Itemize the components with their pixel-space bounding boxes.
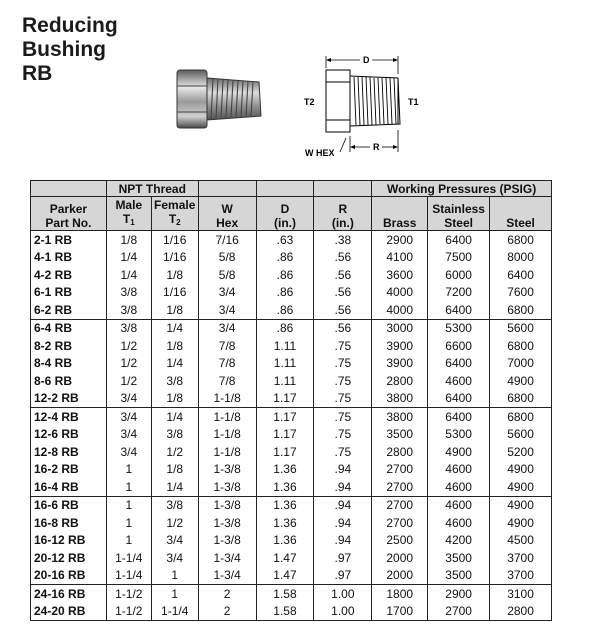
- header-w-hex: W Hex: [198, 197, 256, 231]
- cell-w-hex: 1-1/8: [198, 390, 256, 408]
- cell-d: .86: [256, 301, 314, 319]
- cell-r: .94: [314, 478, 372, 496]
- cell-part-no: 16-6 RB: [31, 496, 107, 514]
- cell-brass: 3900: [372, 355, 428, 373]
- cell-brass: 2700: [372, 461, 428, 479]
- cell-d: .86: [256, 319, 314, 337]
- header-blank: [31, 181, 107, 197]
- cell-female: 1/2: [151, 514, 198, 532]
- cell-female: 1/8: [151, 301, 198, 319]
- cell-w-hex: 7/8: [198, 337, 256, 355]
- header-male: Male $T_1$: [106, 197, 151, 231]
- cell-r: .75: [314, 408, 372, 426]
- cell-stainless: 4200: [428, 532, 490, 550]
- cell-r: .75: [314, 337, 372, 355]
- table-body: [31, 231, 552, 621]
- cell-part-no: 2-1 RB: [31, 231, 107, 249]
- cell-steel: 6800: [490, 301, 552, 319]
- cell-part-no: 4-2 RB: [31, 266, 107, 284]
- cell-female: 1/4: [151, 355, 198, 373]
- cell-d: 1.17: [256, 443, 314, 461]
- cell-steel: 4900: [490, 514, 552, 532]
- cell-male: 1/4: [106, 266, 151, 284]
- cell-part-no: 8-4 RB: [31, 355, 107, 373]
- cell-r: .75: [314, 443, 372, 461]
- cell-stainless: 4600: [428, 478, 490, 496]
- cell-w-hex: 1-1/8: [198, 408, 256, 426]
- cell-w-hex: 5/8: [198, 266, 256, 284]
- cell-w-hex: 2: [198, 585, 256, 603]
- cell-stainless: 5300: [428, 426, 490, 444]
- cell-part-no: 20-16 RB: [31, 567, 107, 585]
- cell-male: 3/8: [106, 319, 151, 337]
- cell-w-hex: 3/4: [198, 284, 256, 302]
- cell-male: 1: [106, 496, 151, 514]
- cell-d: 1.36: [256, 532, 314, 550]
- cell-male: 1-1/4: [106, 549, 151, 567]
- header-blank: [198, 181, 256, 197]
- cell-w-hex: 2: [198, 603, 256, 621]
- cell-female: 3/4: [151, 532, 198, 550]
- cell-w-hex: 1-3/8: [198, 532, 256, 550]
- header-part-no: Parker Part No.: [31, 197, 107, 231]
- cell-w-hex: 1-1/8: [198, 443, 256, 461]
- cell-r: .75: [314, 426, 372, 444]
- cell-brass: 3500: [372, 426, 428, 444]
- cell-w-hex: 1-3/4: [198, 549, 256, 567]
- header-working-pressures: Working Pressures (PSIG): [372, 181, 552, 197]
- cell-w-hex: 1-3/8: [198, 478, 256, 496]
- cell-d: .86: [256, 249, 314, 267]
- cell-male: 1/8: [106, 231, 151, 249]
- cell-steel: 7600: [490, 284, 552, 302]
- table-row: [31, 426, 552, 444]
- cell-stainless: 6000: [428, 266, 490, 284]
- cell-female: 1/16: [151, 284, 198, 302]
- cell-w-hex: 5/8: [198, 249, 256, 267]
- cell-r: .75: [314, 390, 372, 408]
- header-steel: Steel: [490, 197, 552, 231]
- table-row: [31, 443, 552, 461]
- table-row: [31, 337, 552, 355]
- cell-stainless: 2900: [428, 585, 490, 603]
- cell-d: 1.58: [256, 603, 314, 621]
- table-row: [31, 496, 552, 514]
- cell-male: 1-1/4: [106, 567, 151, 585]
- cell-steel: 7000: [490, 355, 552, 373]
- cell-d: .86: [256, 266, 314, 284]
- cell-brass: 3800: [372, 390, 428, 408]
- cell-steel: 4500: [490, 532, 552, 550]
- cell-steel: 6400: [490, 266, 552, 284]
- title-line-2: Bushing: [22, 38, 106, 61]
- cell-male: 1: [106, 532, 151, 550]
- cell-stainless: 4600: [428, 461, 490, 479]
- cell-brass: 3900: [372, 337, 428, 355]
- cell-female: 1/4: [151, 408, 198, 426]
- cell-r: .94: [314, 514, 372, 532]
- table-row: [31, 301, 552, 319]
- cell-steel: 4900: [490, 478, 552, 496]
- cell-stainless: 6400: [428, 355, 490, 373]
- cell-steel: 5600: [490, 319, 552, 337]
- specifications-table: [30, 180, 552, 621]
- cell-part-no: 6-1 RB: [31, 284, 107, 302]
- header-brass: Brass: [372, 197, 428, 231]
- label-w-hex: W HEX: [305, 148, 335, 158]
- cell-female: 1: [151, 567, 198, 585]
- cell-part-no: 16-12 RB: [31, 532, 107, 550]
- cell-d: 1.36: [256, 496, 314, 514]
- cell-d: 1.36: [256, 478, 314, 496]
- cell-w-hex: 1-3/4: [198, 567, 256, 585]
- cell-w-hex: 1-3/8: [198, 514, 256, 532]
- label-t1: T1: [408, 97, 419, 107]
- cell-stainless: 6600: [428, 337, 490, 355]
- cell-part-no: 6-2 RB: [31, 301, 107, 319]
- cell-stainless: 4600: [428, 514, 490, 532]
- cell-female: 3/8: [151, 426, 198, 444]
- cell-r: .56: [314, 284, 372, 302]
- table-row: [31, 408, 552, 426]
- cell-r: .75: [314, 355, 372, 373]
- cell-male: 3/8: [106, 284, 151, 302]
- table-row: [31, 355, 552, 373]
- cell-d: 1.11: [256, 372, 314, 390]
- cell-w-hex: 3/4: [198, 301, 256, 319]
- cell-steel: 6800: [490, 390, 552, 408]
- cell-brass: 2700: [372, 496, 428, 514]
- cell-r: .56: [314, 266, 372, 284]
- cell-w-hex: 7/8: [198, 355, 256, 373]
- cell-steel: 2800: [490, 603, 552, 621]
- cell-steel: 6800: [490, 337, 552, 355]
- cell-d: 1.17: [256, 426, 314, 444]
- cell-part-no: 16-2 RB: [31, 461, 107, 479]
- cell-d: 1.17: [256, 408, 314, 426]
- cell-male: 3/4: [106, 426, 151, 444]
- table-column-header: [31, 197, 552, 231]
- cell-female: 3/4: [151, 549, 198, 567]
- header-blank: [256, 181, 314, 197]
- cell-d: 1.36: [256, 514, 314, 532]
- title-line-3: RB: [22, 62, 53, 85]
- cell-stainless: 4900: [428, 443, 490, 461]
- cell-brass: 3800: [372, 408, 428, 426]
- table-row: [31, 461, 552, 479]
- cell-female: 1/8: [151, 266, 198, 284]
- cell-male: 1/2: [106, 372, 151, 390]
- cell-w-hex: 1-3/8: [198, 461, 256, 479]
- table-row: [31, 266, 552, 284]
- cell-brass: 2800: [372, 372, 428, 390]
- cell-d: .86: [256, 284, 314, 302]
- cell-d: 1.11: [256, 355, 314, 373]
- cell-steel: 4900: [490, 496, 552, 514]
- cell-r: .75: [314, 372, 372, 390]
- cell-brass: 4000: [372, 301, 428, 319]
- table-row: [31, 249, 552, 267]
- table-row: [31, 585, 552, 603]
- cell-part-no: 12-6 RB: [31, 426, 107, 444]
- cell-male: 1: [106, 514, 151, 532]
- cell-stainless: 6400: [428, 408, 490, 426]
- cell-part-no: 8-6 RB: [31, 372, 107, 390]
- cell-r: .94: [314, 496, 372, 514]
- cell-steel: 3700: [490, 567, 552, 585]
- cell-female: 1/2: [151, 443, 198, 461]
- cell-w-hex: 7/16: [198, 231, 256, 249]
- cell-w-hex: 1-3/8: [198, 496, 256, 514]
- cell-part-no: 12-4 RB: [31, 408, 107, 426]
- cell-r: .94: [314, 461, 372, 479]
- cell-part-no: 24-16 RB: [31, 585, 107, 603]
- table-row: [31, 514, 552, 532]
- cell-r: .56: [314, 301, 372, 319]
- cell-stainless: 3500: [428, 567, 490, 585]
- cell-r: .97: [314, 549, 372, 567]
- cell-stainless: 6400: [428, 390, 490, 408]
- cell-w-hex: 3/4: [198, 319, 256, 337]
- cell-steel: 5600: [490, 426, 552, 444]
- cell-w-hex: 7/8: [198, 372, 256, 390]
- table-row: [31, 319, 552, 337]
- table-row: [31, 390, 552, 408]
- cell-part-no: 12-2 RB: [31, 390, 107, 408]
- table-row: [31, 549, 552, 567]
- cell-brass: 3000: [372, 319, 428, 337]
- cell-stainless: 6400: [428, 301, 490, 319]
- cell-brass: 4100: [372, 249, 428, 267]
- cell-female: 1/16: [151, 249, 198, 267]
- table-row: [31, 532, 552, 550]
- cell-steel: 8000: [490, 249, 552, 267]
- cell-male: 1/2: [106, 355, 151, 373]
- label-r: R: [373, 142, 380, 152]
- cell-d: 1.58: [256, 585, 314, 603]
- cell-steel: 4900: [490, 372, 552, 390]
- cell-stainless: 5300: [428, 319, 490, 337]
- cell-female: 1: [151, 585, 198, 603]
- cell-part-no: 20-12 RB: [31, 549, 107, 567]
- table-row: [31, 231, 552, 249]
- cell-part-no: 24-20 RB: [31, 603, 107, 621]
- cell-r: .94: [314, 532, 372, 550]
- cell-d: 1.36: [256, 461, 314, 479]
- cell-r: 1.00: [314, 603, 372, 621]
- cell-part-no: 16-8 RB: [31, 514, 107, 532]
- label-d: D: [363, 55, 370, 65]
- table-row: [31, 284, 552, 302]
- cell-male: 1-1/2: [106, 585, 151, 603]
- cell-female: 1/4: [151, 478, 198, 496]
- cell-female: 3/8: [151, 372, 198, 390]
- cell-stainless: 4600: [428, 372, 490, 390]
- cell-r: .38: [314, 231, 372, 249]
- cell-r: .56: [314, 319, 372, 337]
- label-t2: T2: [304, 97, 315, 107]
- table-row: [31, 603, 552, 621]
- cell-stainless: 3500: [428, 549, 490, 567]
- header-d: D (in.): [256, 197, 314, 231]
- cell-female: 1/8: [151, 390, 198, 408]
- cell-d: .63: [256, 231, 314, 249]
- cell-stainless: 7200: [428, 284, 490, 302]
- cell-part-no: 4-1 RB: [31, 249, 107, 267]
- cell-stainless: 4600: [428, 496, 490, 514]
- cell-part-no: 6-4 RB: [31, 319, 107, 337]
- cell-part-no: 12-8 RB: [31, 443, 107, 461]
- cell-female: 3/8: [151, 496, 198, 514]
- cell-brass: 1700: [372, 603, 428, 621]
- table-group-header: [31, 181, 552, 197]
- cell-brass: 2800: [372, 443, 428, 461]
- cell-part-no: 8-2 RB: [31, 337, 107, 355]
- cell-female: 1-1/4: [151, 603, 198, 621]
- cell-brass: 2900: [372, 231, 428, 249]
- cell-male: 3/8: [106, 301, 151, 319]
- cell-male: 1: [106, 478, 151, 496]
- header-female: Female $T_2$: [151, 197, 198, 231]
- cell-brass: 3600: [372, 266, 428, 284]
- product-photo: [175, 64, 265, 134]
- product-title: [22, 14, 118, 86]
- cell-male: 1-1/2: [106, 603, 151, 621]
- cell-stainless: 2700: [428, 603, 490, 621]
- cell-brass: 2700: [372, 514, 428, 532]
- cell-stainless: 7500: [428, 249, 490, 267]
- cell-d: 1.47: [256, 549, 314, 567]
- table-row: [31, 372, 552, 390]
- cell-male: 1/2: [106, 337, 151, 355]
- cell-brass: 2000: [372, 567, 428, 585]
- table-row: [31, 567, 552, 585]
- header-npt-thread: NPT Thread: [106, 181, 198, 197]
- table-row: [31, 478, 552, 496]
- cell-steel: 6800: [490, 231, 552, 249]
- cell-brass: 2700: [372, 478, 428, 496]
- cell-steel: 3700: [490, 549, 552, 567]
- header-blank: [314, 181, 372, 197]
- cell-brass: 4000: [372, 284, 428, 302]
- cell-part-no: 16-4 RB: [31, 478, 107, 496]
- cell-steel: 5200: [490, 443, 552, 461]
- dimension-drawing: [300, 52, 450, 162]
- cell-w-hex: 1-1/8: [198, 426, 256, 444]
- cell-d: 1.47: [256, 567, 314, 585]
- cell-male: 3/4: [106, 390, 151, 408]
- title-line-1: Reducing: [22, 14, 118, 37]
- cell-male: 1/4: [106, 249, 151, 267]
- cell-steel: 4900: [490, 461, 552, 479]
- cell-female: 1/4: [151, 319, 198, 337]
- cell-male: 3/4: [106, 408, 151, 426]
- cell-steel: 6800: [490, 408, 552, 426]
- cell-brass: 2000: [372, 549, 428, 567]
- cell-brass: 2500: [372, 532, 428, 550]
- header-stainless-steel: Stainless Steel: [428, 197, 490, 231]
- cell-stainless: 6400: [428, 231, 490, 249]
- cell-male: 1: [106, 461, 151, 479]
- cell-male: 3/4: [106, 443, 151, 461]
- cell-r: .56: [314, 249, 372, 267]
- cell-female: 1/8: [151, 461, 198, 479]
- cell-r: .97: [314, 567, 372, 585]
- cell-female: 1/8: [151, 337, 198, 355]
- cell-r: 1.00: [314, 585, 372, 603]
- cell-female: 1/16: [151, 231, 198, 249]
- cell-d: 1.17: [256, 390, 314, 408]
- header-r: R (in.): [314, 197, 372, 231]
- cell-steel: 3100: [490, 585, 552, 603]
- cell-brass: 1800: [372, 585, 428, 603]
- cell-d: 1.11: [256, 337, 314, 355]
